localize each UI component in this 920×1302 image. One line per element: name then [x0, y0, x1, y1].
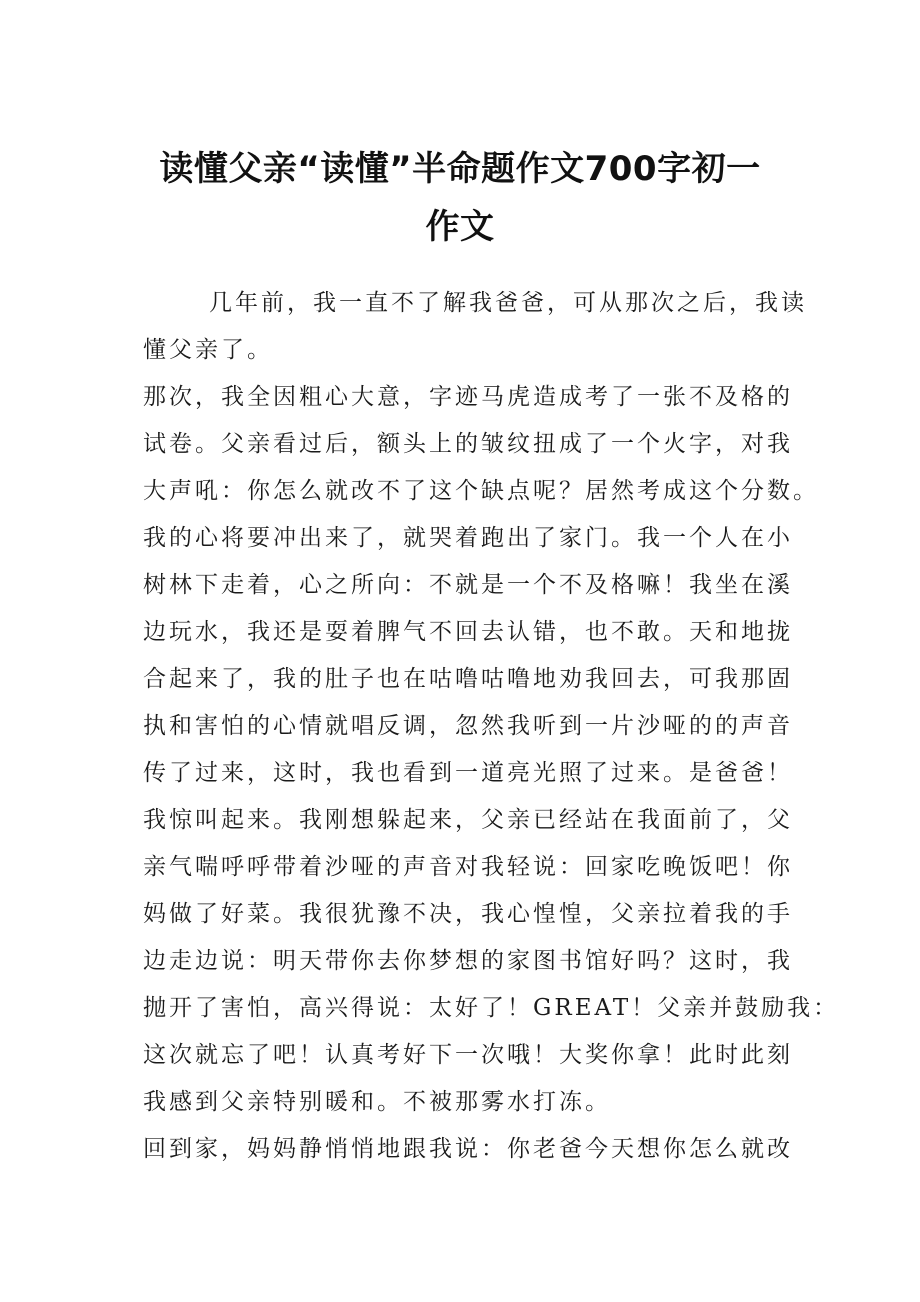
text-line: 亲气喘呼呼带着沙哑的声音对我轻说：回家吃晚饭吧！你 — [143, 854, 793, 880]
text-line: 懂父亲了。 — [143, 337, 273, 363]
essay-title — [120, 140, 800, 256]
text-line: 我惊叫起来。我刚想躲起来，父亲已经站在我面前了，父 — [143, 807, 793, 833]
essay-body — [143, 280, 840, 1173]
text-line: 那次，我全因粗心大意，字迹马虎造成考了一张不及格的 — [143, 384, 793, 410]
paragraph-2 — [143, 374, 840, 1126]
text-line: 试卷。父亲看过后，额头上的皱纹扭成了一个火字，对我 — [143, 431, 793, 457]
text-line: 我的心将要冲出来了，就哭着跑出了家门。我一个人在小 — [143, 525, 793, 551]
text-line: 回到家，妈妈静悄悄地跟我说：你老爸今天想你怎么就改 — [143, 1136, 793, 1162]
text-line: 边走边说：明天带你去你梦想的家图书馆好吗？这时，我 — [143, 948, 793, 974]
paragraph-1 — [143, 280, 807, 374]
text-line: 我感到父亲特别暖和。不被那雾水打冻。 — [143, 1089, 611, 1115]
text-line: 妈做了好菜。我很犹豫不决，我心惶惶，父亲拉着我的手 — [143, 901, 793, 927]
text-line: 传了过来，这时，我也看到一道亮光照了过来。是爸爸！ — [143, 760, 793, 786]
text-line: 抛开了害怕，高兴得说：太好了！GREAT！父亲并鼓励我： — [143, 995, 840, 1021]
text-line: 这次就忘了吧！认真考好下一次哦！大奖你拿！此时此刻 — [143, 1042, 793, 1068]
text-line: 树林下走着，心之所向：不就是一个不及格嘛！我坐在溪 — [143, 572, 793, 598]
title-line-1: 读懂父亲“读懂”半命题作文700字初一 — [159, 149, 761, 189]
text-line: 几年前，我一直不了解我爸爸，可从那次之后，我读 — [209, 290, 807, 316]
text-line: 大声吼：你怎么就改不了这个缺点呢？居然考成这个分数。 — [143, 478, 819, 504]
title-line-2: 作文 — [425, 207, 495, 247]
text-line: 执和害怕的心情就唱反调，忽然我听到一片沙哑的的声音 — [143, 713, 793, 739]
text-line: 合起来了，我的肚子也在咕噜咕噜地劝我回去，可我那固 — [143, 666, 793, 692]
paragraph-3 — [143, 1126, 793, 1173]
text-line: 边玩水，我还是耍着脾气不回去认错，也不敢。天和地拢 — [143, 619, 793, 645]
